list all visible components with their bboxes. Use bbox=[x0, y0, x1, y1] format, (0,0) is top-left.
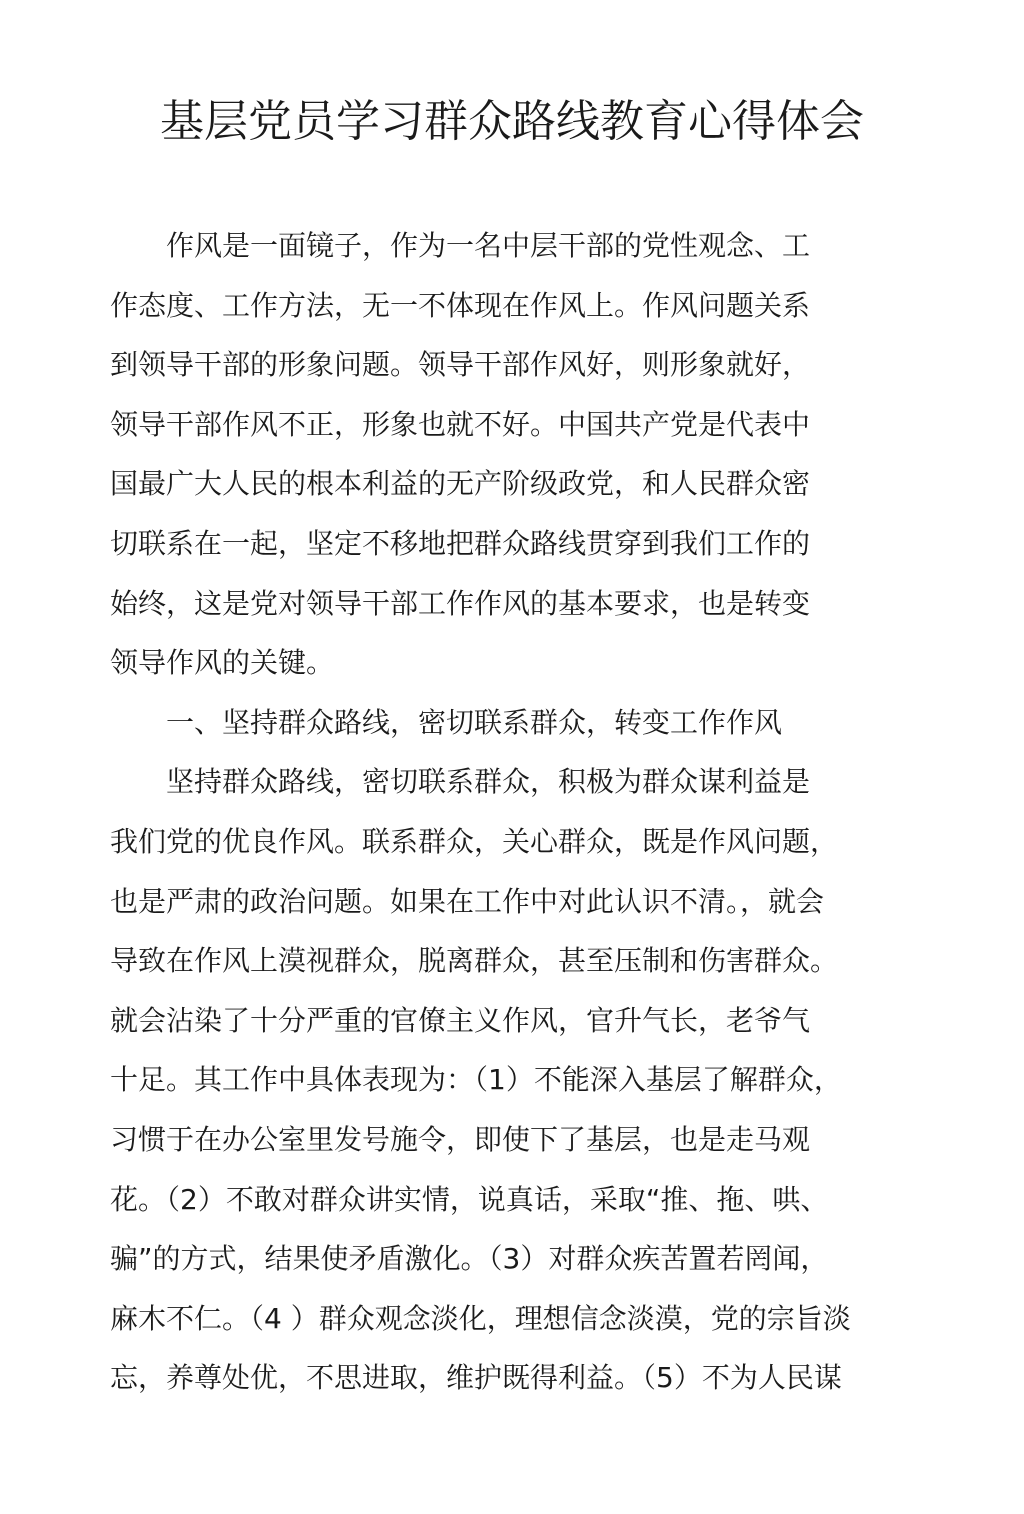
text-line: 我们党的优良作风。联系群众，关心群众，既是作风问题， bbox=[110, 824, 839, 858]
text-line: 习惯于在办公室里发号施令，即使下了基层，也是走马观 bbox=[110, 1122, 811, 1156]
section-heading: 一、坚持群众路线，密切联系群众，转变工作作风 bbox=[110, 705, 783, 739]
text-line: 始终，这是党对领导干部工作作风的基本要求，也是转变 bbox=[110, 586, 811, 620]
text-line: 就会沾染了十分严重的官僚主义作风，官升气长，老爷气 bbox=[110, 1003, 811, 1037]
text-line: 导致在作风上漠视群众，脱离群众，甚至压制和伤害群众。 bbox=[110, 944, 839, 978]
text-line: 十足。其工作中具体表现为：（1）不能深入基层了解群众， bbox=[110, 1063, 842, 1097]
text-line: 麻木不仁。（4 ）群众观念淡化，理想信念淡漠，党的宗旨淡 bbox=[110, 1301, 851, 1335]
text-line: 切联系在一起，坚定不移地把群众路线贯穿到我们工作的 bbox=[110, 526, 811, 560]
text-line: 作风是一面镜子，作为一名中层干部的党性观念、工 bbox=[110, 229, 811, 262]
text-line: 作态度、工作方法，无一不体现在作风上。作风问题关系 bbox=[110, 288, 811, 322]
text-line: 到领导干部的形象问题。领导干部作风好，则形象就好， bbox=[110, 348, 811, 382]
document-body bbox=[110, 216, 910, 1408]
text-line: 坚持群众路线，密切联系群众，积极为群众谋利益是 bbox=[110, 765, 811, 799]
text-line: 花。（2）不敢对群众讲实情，说真话，采取“推、拖、哄、 bbox=[110, 1182, 829, 1216]
text-line: 骗”的方式，结果使矛盾激化。（3）对群众疾苦置若罔闻， bbox=[110, 1242, 829, 1276]
text-line: 也是严肃的政治问题。如果在工作中对此认识不清。，就会 bbox=[110, 884, 825, 918]
text-line: 领导干部作风不正，形象也就不好。中国共产党是代表中 bbox=[110, 407, 811, 441]
text-line: 领导作风的关键。 bbox=[110, 646, 335, 680]
text-line: 忘，养尊处优，不思进取，维护既得利益。（5）不为人民谋 bbox=[110, 1361, 842, 1395]
text-line: 国最广大人民的根本利益的无产阶级政党，和人民群众密 bbox=[110, 467, 811, 501]
document-title: 基层党员学习群众路线教育心得体会 bbox=[160, 96, 864, 147]
